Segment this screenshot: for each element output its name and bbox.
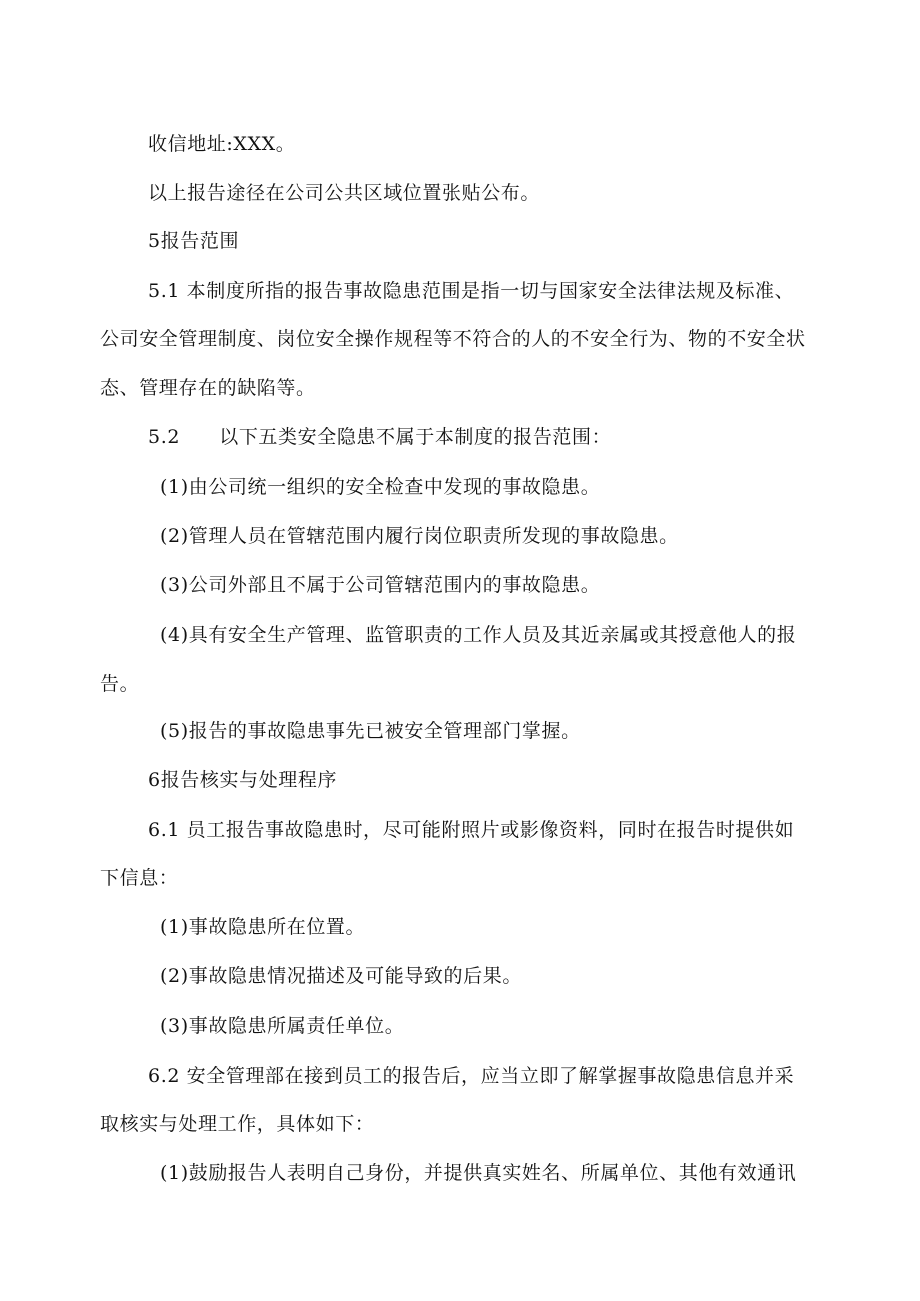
section-6-heading: 6报告核实与处理程序 [148,769,338,791]
info-item-1: (1)事故隐患所在位置。 [160,916,366,938]
procedure-item-1: (1)鼓励报告人表明自己身份，并提供真实姓名、所属单位、其他有效通讯 [160,1162,797,1184]
exclusion-item-5: (5)报告的事故隐患事先已被安全管理部门掌握。 [160,720,581,742]
exclusion-item-3: (3)公司外部且不属于公司管辖范围内的事故隐患。 [160,574,601,596]
section-5-heading: 5报告范围 [148,230,240,252]
report-channels-notice: 以上报告途径在公司公共区域位置张贴公布。 [148,182,541,204]
clause-5-1-line-1: 5.1 本制度所指的报告事故隐患范围是指一切与国家安全法律法规及标准、 [148,280,795,302]
clause-6-1-line-1: 6.1 员工报告事故隐患时，尽可能附照片或影像资料，同时在报告时提供如 [148,819,795,841]
exclusion-item-2: (2)管理人员在管辖范围内履行岗位职责所发现的事故隐患。 [160,525,679,547]
exclusion-item-4-line-2: 告。 [100,673,140,695]
clause-6-2-line-2: 取核实与处理工作，具体如下： [100,1113,375,1135]
info-item-2: (2)事故隐患情况描述及可能导致的后果。 [160,965,522,987]
clause-5-1-line-3: 态、管理存在的缺陷等。 [100,377,316,399]
clause-6-1-line-2: 下信息： [100,867,179,889]
clause-5-1-line-2: 公司安全管理制度、岗位安全操作规程等不符合的人的不安全行为、物的不安全状 [100,328,806,350]
clause-6-2-line-1: 6.2 安全管理部在接到员工的报告后，应当立即了解掌握事故隐患信息并采 [148,1065,795,1087]
exclusion-item-1: (1)由公司统一组织的安全检查中发现的事故隐患。 [160,476,601,498]
exclusion-item-4-line-1: (4)具有安全生产管理、监管职责的工作人员及其近亲属或其授意他人的报 [160,624,797,646]
mailing-address-line: 收信地址:XXX。 [148,133,296,155]
info-item-3: (3)事故隐患所属责任单位。 [160,1015,405,1037]
clause-5-2: 5.2 以下五类安全隐患不属于本制度的报告范围： [148,426,612,448]
